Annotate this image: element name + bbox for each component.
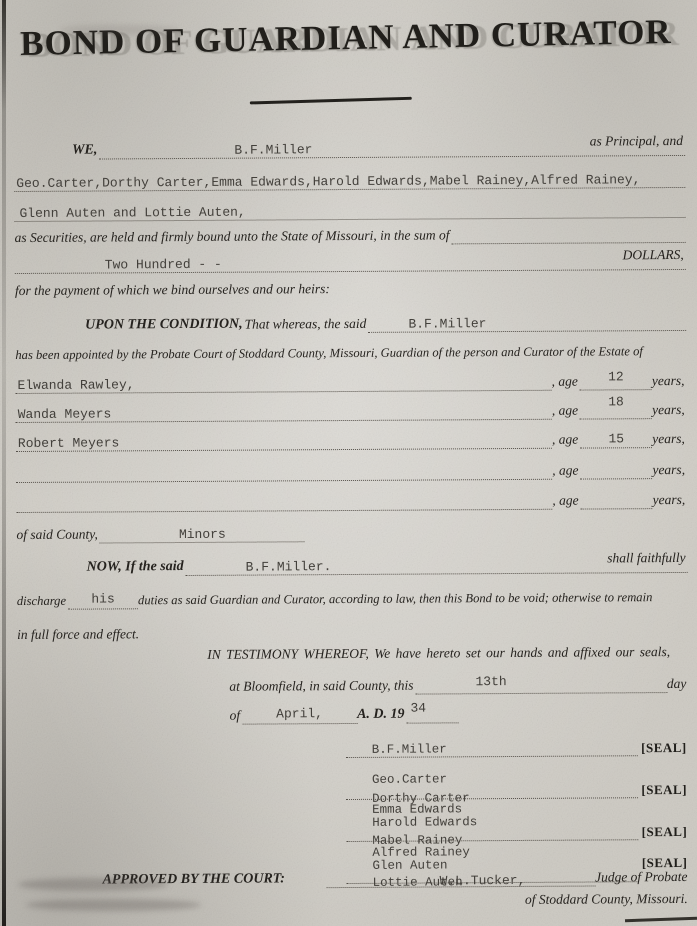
ward-age-field xyxy=(580,482,652,509)
amount-field xyxy=(15,243,686,274)
ward-name-field xyxy=(16,393,552,423)
county-minors-line xyxy=(16,514,687,544)
signature-row xyxy=(346,781,688,806)
pronoun-value: his xyxy=(91,591,115,607)
condition-line xyxy=(15,305,686,335)
judge-title-label: Judge of Probate xyxy=(595,868,688,885)
now-label: NOW, If the said xyxy=(86,559,184,575)
judge-name-value: W.L.Tucker, xyxy=(439,872,526,889)
sum-field xyxy=(451,216,685,244)
now-line xyxy=(17,547,688,577)
ward-age-value: 12 xyxy=(608,369,624,385)
securities-names-field-1 xyxy=(14,161,685,192)
county-label: of said County, xyxy=(16,526,98,543)
principal-name-field xyxy=(99,129,685,160)
ward-line xyxy=(16,453,687,483)
signature-row xyxy=(346,823,688,848)
securities-names-value-2: Glenn Auten and Lottie Auten, xyxy=(19,204,246,222)
signature-name: Lottie Auten xyxy=(372,875,463,890)
payment-line xyxy=(15,270,686,300)
discharge-line xyxy=(17,580,688,610)
testimony-text: IN TESTIMONY WHEREOF, We have hereto set our hands and affixed our seals, xyxy=(207,644,671,662)
signature-name: Dorthy Carter xyxy=(372,791,470,806)
ward-name-value: Elwanda Rawley, xyxy=(17,377,135,394)
appointment-line xyxy=(15,334,686,364)
bound-line xyxy=(15,217,686,247)
seal-label: [SEAL] xyxy=(641,781,688,798)
blank-space xyxy=(305,514,688,542)
age-label: , age xyxy=(551,431,579,447)
signature-name: Harold Edwards xyxy=(372,815,478,830)
years-label: years, xyxy=(652,430,685,447)
ward-age-value: 15 xyxy=(608,431,625,447)
year-field xyxy=(406,696,458,723)
scan-left-edge xyxy=(2,0,6,926)
ward-age-field xyxy=(580,421,652,448)
day-label: day xyxy=(666,675,687,692)
signature-name: Geo.Carter xyxy=(371,772,447,787)
dollars-label: DOLLARS, xyxy=(622,246,684,263)
age-label: , age xyxy=(552,492,579,508)
we-label: WE, xyxy=(72,142,98,158)
ward-line xyxy=(16,483,687,513)
appointment-text: has been appointed by the Probate Court of Stoddard County, Missouri, Guardian of the person and Curator of the Estate of xyxy=(15,344,643,363)
ward-name-field xyxy=(15,364,551,394)
ward-name-value: Wanda Meyers xyxy=(17,406,112,423)
ward-line xyxy=(16,393,687,423)
ink-smudge xyxy=(60,25,180,35)
signature-name: Alfred Rainey xyxy=(372,845,470,860)
age-label: , age xyxy=(551,373,578,389)
amount-line xyxy=(15,244,686,274)
ward-name-value: Robert Meyers xyxy=(17,435,120,452)
blank-space xyxy=(458,696,688,723)
signature-name: Mabel Rainey xyxy=(372,833,463,848)
appointee-value: B.F.Miller xyxy=(408,316,487,332)
seal-label: [SEAL] xyxy=(641,823,688,840)
signature-name: Emma Edwards xyxy=(372,802,463,817)
minors-value: Minors xyxy=(178,526,226,543)
years-label: years, xyxy=(652,401,685,418)
now-name-field xyxy=(185,546,687,576)
signature-name: Glen Auten xyxy=(372,858,448,873)
date-day-line xyxy=(17,667,688,697)
condition-label: UPON THE CONDITION, xyxy=(85,316,243,333)
appointee-field xyxy=(368,304,686,333)
ward-name-field xyxy=(16,453,552,483)
signature-field xyxy=(346,827,638,848)
signature-field xyxy=(346,737,638,758)
duties-text: duties as said Guardian and Curator, according to law, then this Bond to be void; otherwise to remain xyxy=(137,590,653,608)
securities-names-value-1: Geo.Carter,Dorthy Carter,Emma Edwards,Harold Edwards,Mabel Rainey,Alfred Rainey, xyxy=(16,172,641,192)
years-label: years, xyxy=(652,461,686,478)
title-rule xyxy=(250,97,412,104)
force-text: in full force and effect. xyxy=(16,626,140,643)
seal-label: [SEAL] xyxy=(641,854,688,871)
ward-age-field xyxy=(580,363,652,390)
year-value: 34 xyxy=(410,700,427,716)
seal-label: [SEAL] xyxy=(641,739,687,756)
ward-age-value: 18 xyxy=(608,394,624,410)
ink-smudge xyxy=(18,878,168,891)
month-value: April, xyxy=(276,706,323,722)
ward-line xyxy=(16,422,687,452)
pronoun-field xyxy=(68,582,138,609)
principal-name-value: B.F.Miller xyxy=(234,142,313,158)
as-principal-label: as Principal, and xyxy=(589,132,684,149)
ward-line xyxy=(15,364,686,394)
ward-name-field xyxy=(16,422,552,452)
ward-age-field xyxy=(580,452,652,479)
securities-line-1 xyxy=(14,162,685,192)
whereas-text: That whereas, the said xyxy=(244,315,367,332)
years-label: years, xyxy=(651,372,685,389)
date-month-line xyxy=(17,696,688,726)
signature-row xyxy=(346,738,687,758)
place-text: at Bloomfield, in said County, this xyxy=(229,677,414,694)
form-title: BOND OF GUARDIAN AND CURATOR xyxy=(19,12,672,63)
ward-name-field xyxy=(16,483,552,513)
faithfully-label: shall faithfully xyxy=(607,549,686,566)
years-label: years, xyxy=(652,491,686,508)
payment-text: for the payment of which we bind ourselves and our heirs: xyxy=(14,281,330,299)
principal-line xyxy=(14,130,685,160)
month-field xyxy=(242,697,357,725)
of-label: of xyxy=(229,707,241,723)
day-value: 13th xyxy=(475,674,507,690)
minors-field xyxy=(100,515,305,543)
bound-text: as Securities, are held and firmly bound unto the State of Missouri, in the sum of xyxy=(14,227,450,246)
age-label: , age xyxy=(552,462,579,478)
ink-smudge xyxy=(26,899,201,911)
ward-age-field xyxy=(580,392,652,419)
signature-name: B.F.Miller xyxy=(371,742,447,757)
testimony-line xyxy=(17,635,688,665)
age-label: , age xyxy=(551,402,579,418)
discharge-label: discharge xyxy=(16,593,67,609)
ad-label: A. D. 19 xyxy=(357,706,405,722)
amount-value: Two Hundred - - xyxy=(104,256,222,273)
now-name-value: B.F.Miller. xyxy=(245,559,332,575)
judge-jurisdiction-label: of Stoddard County, Missouri. xyxy=(524,890,688,907)
signature-field xyxy=(346,784,638,806)
day-field xyxy=(415,666,667,695)
approved-label: APPROVED BY THE COURT: xyxy=(102,871,285,888)
